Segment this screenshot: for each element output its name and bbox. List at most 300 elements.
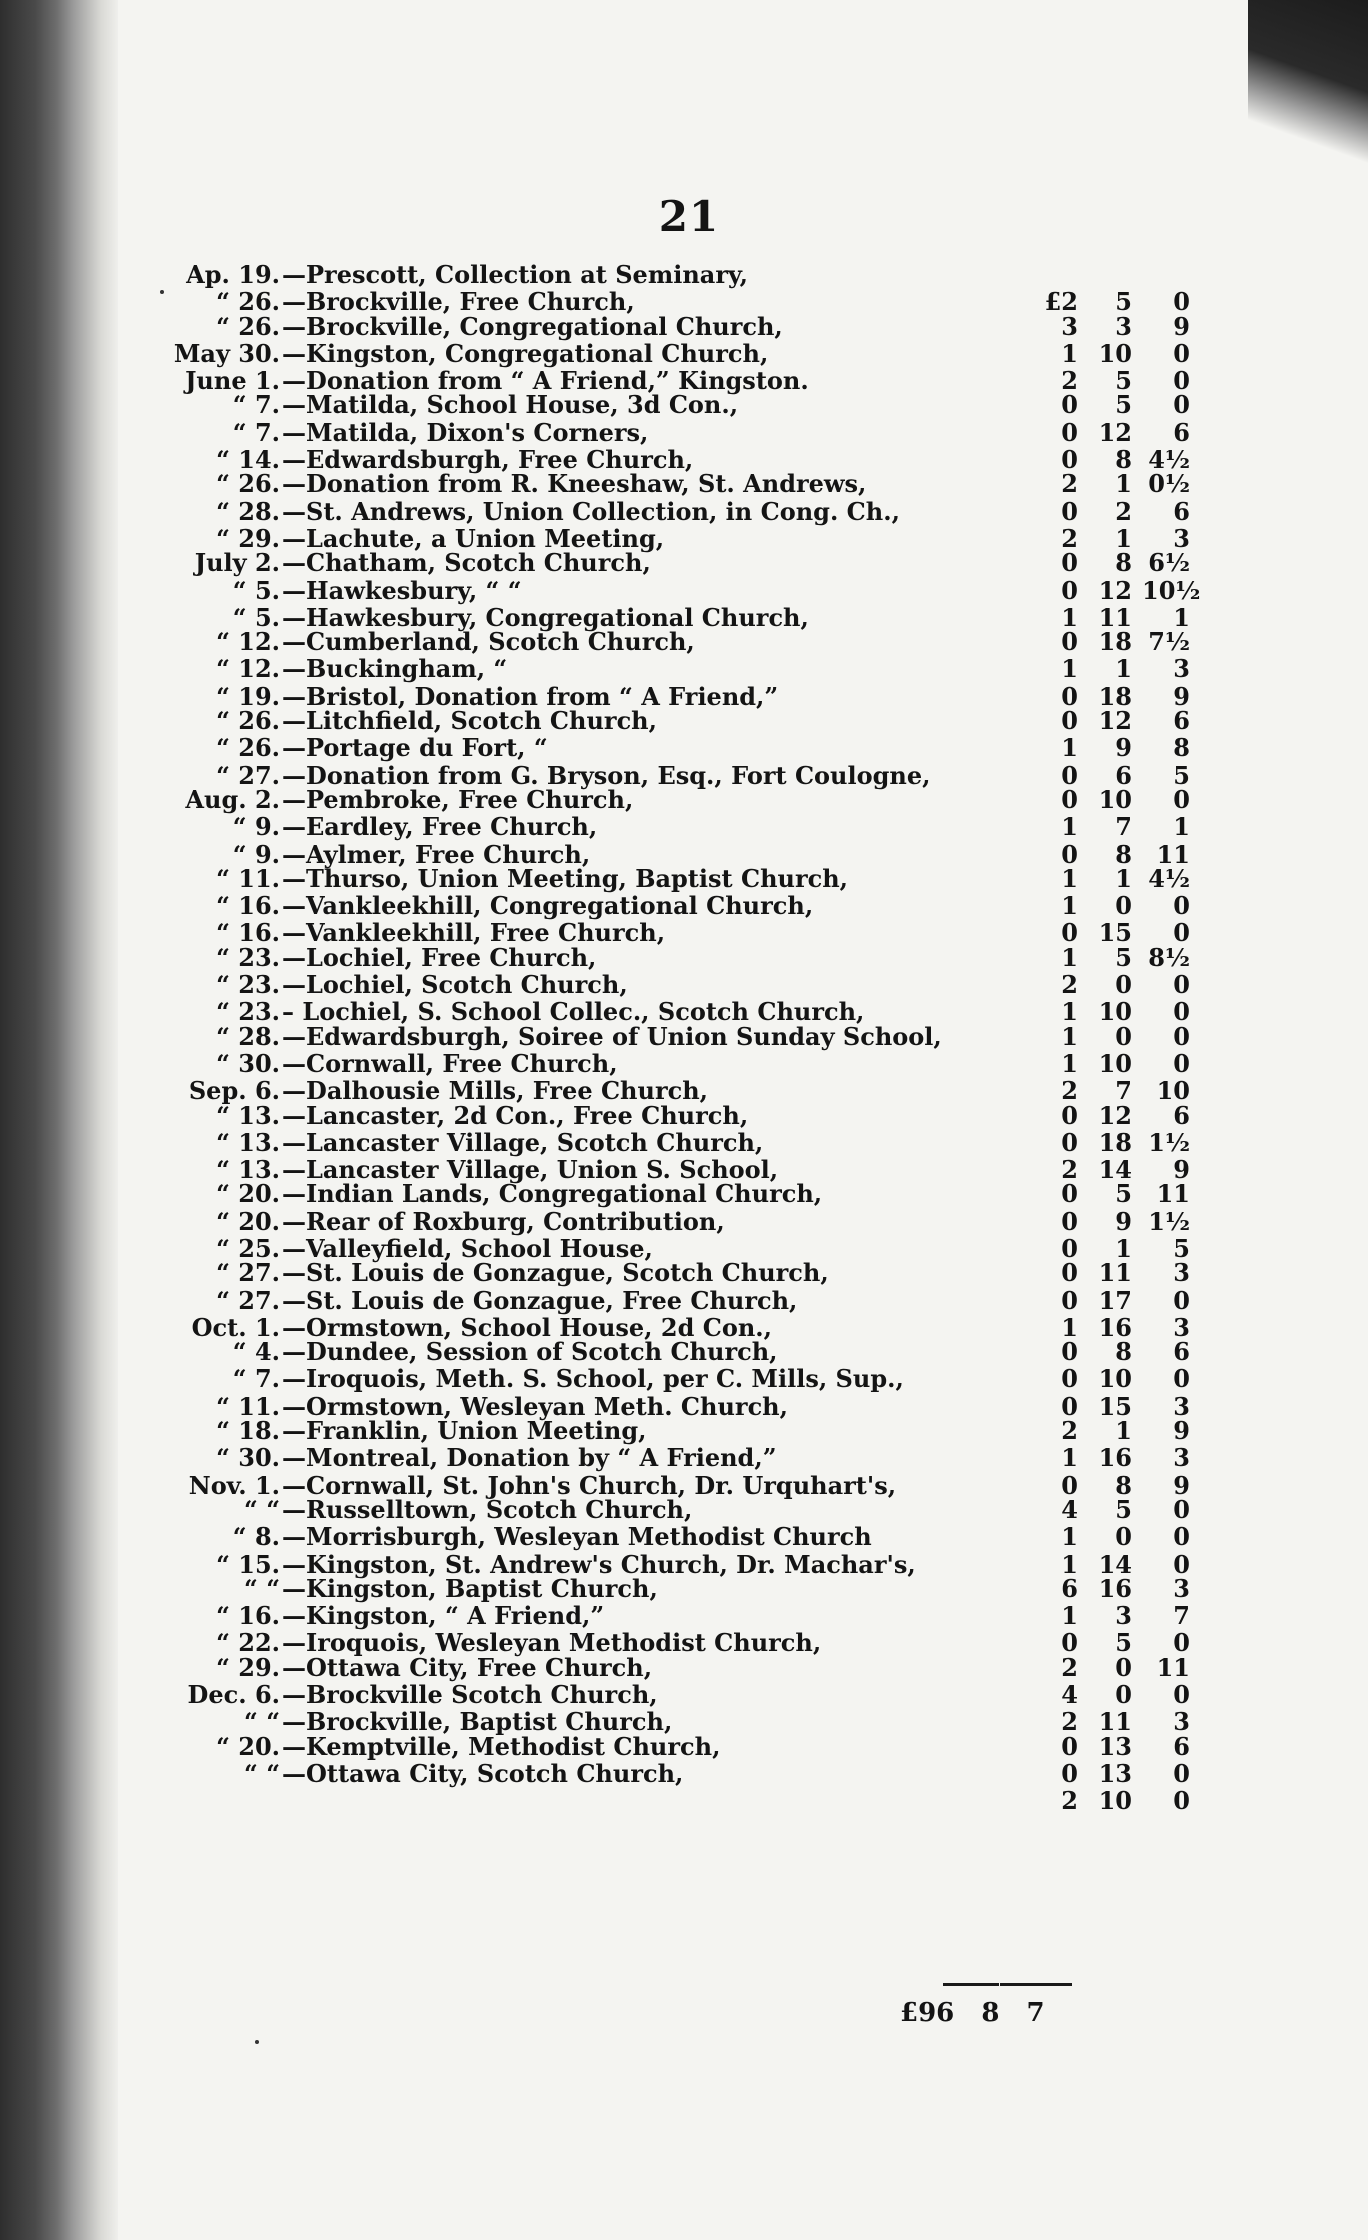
amount-pence: 6 — [1173, 417, 1190, 447]
amount-shillings: 12 — [1098, 575, 1132, 605]
amount-pence: 5 — [1173, 760, 1190, 790]
entry-date: “ 11. — [216, 863, 280, 893]
ledger-row — [140, 1573, 1190, 1603]
ledger-row — [140, 1682, 1190, 1708]
amount-shillings: 5 — [1115, 942, 1132, 972]
amount-pounds: 0 — [1061, 681, 1078, 711]
ledger-row — [140, 1603, 1190, 1629]
amount-pounds: 2 — [1061, 469, 1078, 499]
entry-description: —Indian Lands, Congregational Church, — [282, 1179, 823, 1209]
ledger-row — [140, 1339, 1190, 1365]
amount-pence: 3 — [1173, 1573, 1190, 1603]
ledger-row — [140, 311, 1190, 341]
amount-pounds: 0 — [1061, 417, 1078, 447]
ledger-row — [140, 1652, 1190, 1682]
ledger-row — [140, 942, 1190, 972]
amount-shillings: 8 — [1115, 548, 1132, 578]
entry-description: —Dalhousie Mills, Free Church, — [282, 1076, 708, 1106]
amount-pence: 9 — [1173, 1416, 1190, 1446]
entry-date: “ 29. — [216, 1652, 280, 1682]
amount-pence: 0 — [1173, 1549, 1190, 1579]
amount-pounds: 2 — [1061, 1155, 1078, 1185]
entry-date: “ 12. — [216, 654, 280, 684]
amount-pounds: 1 — [1061, 1312, 1078, 1342]
amount-pence: 3 — [1173, 654, 1190, 684]
entry-date: “ 4. — [232, 1337, 280, 1367]
entry-description: —Kingston, St. Andrew's Church, Dr. Machar's, — [282, 1549, 916, 1579]
amount-shillings: 5 — [1115, 1628, 1132, 1658]
entry-date: “ 30. — [216, 1443, 280, 1473]
entry-description: —Cornwall, Free Church, — [282, 1048, 618, 1078]
amount-pounds: 0 — [1061, 1100, 1078, 1130]
amount-shillings: 0 — [1115, 1522, 1132, 1552]
amount-pence: 5 — [1173, 1233, 1190, 1263]
entry-date: “ 7. — [232, 390, 280, 420]
amount-pence: 11 — [1156, 1652, 1190, 1682]
entry-date: “ 12. — [216, 627, 280, 657]
amount-pence: 1½ — [1148, 1206, 1190, 1236]
ledger-row — [140, 1181, 1190, 1207]
entry-date: “ 26. — [216, 311, 280, 341]
amount-pence: 0 — [1173, 918, 1190, 948]
ledger-row — [140, 1418, 1190, 1444]
entry-date: “ 23. — [216, 997, 280, 1027]
amount-shillings: 10 — [1098, 1364, 1132, 1394]
entry-date: “ 19. — [216, 681, 280, 711]
entry-date: June 1. — [185, 366, 280, 396]
entry-date: “ 13. — [216, 1127, 280, 1157]
amount-pounds: 4 — [1061, 1494, 1078, 1524]
amount-pounds: 1 — [1061, 1601, 1078, 1631]
entry-description: —Matilda, School House, 3d Con., — [282, 390, 739, 420]
entry-description: —Ormstown, School House, 2d Con., — [282, 1312, 772, 1342]
amount-pence: 1 — [1173, 812, 1190, 842]
entry-description: —St. Andrews, Union Collection, in Cong. Ch., — [282, 496, 900, 526]
amount-pounds: 0 — [1061, 1127, 1078, 1157]
amount-pounds: £2 — [1044, 287, 1078, 317]
entry-description: —Ottawa City, Scotch Church, — [282, 1758, 684, 1788]
amount-pounds: 0 — [1061, 918, 1078, 948]
amount-pence: 0 — [1173, 1494, 1190, 1524]
amount-shillings: 16 — [1098, 1443, 1132, 1473]
amount-shillings: 0 — [1115, 970, 1132, 1000]
amount-pounds: 1 — [1061, 338, 1078, 368]
amount-pounds: 1 — [1061, 1048, 1078, 1078]
amount-shillings: 3 — [1115, 1601, 1132, 1631]
entry-date: “ “ — [244, 1707, 280, 1737]
amount-pounds: 2 — [1061, 1707, 1078, 1737]
amount-shillings: 7 — [1115, 812, 1132, 842]
ledger-row — [140, 1260, 1190, 1286]
entry-description: —Kingston, Congregational Church, — [282, 338, 769, 368]
amount-pence: 0 — [1173, 338, 1190, 368]
amount-shillings: 15 — [1098, 1391, 1132, 1421]
entry-description: —Kingston, Baptist Church, — [282, 1573, 658, 1603]
entry-description: —Lancaster Village, Scotch Church, — [282, 1127, 764, 1157]
entry-description: —Edwardsburgh, Free Church, — [282, 445, 694, 475]
amount-pounds: 0 — [1061, 706, 1078, 736]
amount-pence: 10 — [1156, 1076, 1190, 1106]
amount-pence: 9 — [1173, 311, 1190, 341]
entry-date: “ 9. — [232, 812, 280, 842]
amount-pence: 0 — [1173, 970, 1190, 1000]
amount-shillings: 10 — [1098, 997, 1132, 1027]
entry-date: “ 16. — [216, 918, 280, 948]
entry-description: —Lancaster Village, Union S. School, — [282, 1155, 779, 1185]
entry-description: —Portage du Fort, “ — [282, 733, 548, 763]
amount-pounds: 2 — [1061, 1786, 1078, 1816]
entry-date: “ 11. — [216, 1391, 280, 1421]
amount-pounds: 2 — [1061, 970, 1078, 1000]
amount-pence: 11 — [1156, 1179, 1190, 1209]
entry-date: “ 16. — [216, 891, 280, 921]
ledger-row — [140, 417, 1190, 447]
amount-pence: 4½ — [1148, 445, 1190, 475]
entry-description: —Lochiel, Scotch Church, — [282, 970, 628, 1000]
amount-shillings: 0 — [1115, 1652, 1132, 1682]
entry-description: —Kingston, “ A Friend,” — [282, 1601, 605, 1631]
amount-shillings: 18 — [1098, 681, 1132, 711]
ledger-row — [140, 1206, 1190, 1236]
amount-shillings: 10 — [1098, 784, 1132, 814]
amount-shillings: 8 — [1115, 445, 1132, 475]
total-pence: 7 — [1026, 1998, 1045, 2028]
amount-pence: 0 — [1173, 390, 1190, 420]
ledger-row — [140, 471, 1190, 497]
amount-pounds: 2 — [1061, 1076, 1078, 1106]
amount-shillings: 8 — [1115, 839, 1132, 869]
entry-date: Oct. 1. — [191, 1312, 280, 1342]
amount-pounds: 0 — [1061, 1179, 1078, 1209]
amount-pence: 0 — [1173, 1758, 1190, 1788]
entry-date: “ 23. — [216, 942, 280, 972]
entry-description: —Montreal, Donation by “ A Friend,” — [282, 1443, 777, 1473]
entry-date: “ 18. — [216, 1416, 280, 1446]
entry-date: “ 26. — [216, 469, 280, 499]
entry-date: “ 22. — [216, 1628, 280, 1658]
ledger-row — [140, 1758, 1190, 1788]
entry-description: —Donation from G. Bryson, Esq., Fort Coulogne, — [282, 760, 931, 790]
amount-shillings: 13 — [1098, 1758, 1132, 1788]
entry-description: —Iroquois, Wesleyan Methodist Church, — [282, 1628, 822, 1658]
ledger-row — [140, 262, 1190, 288]
amount-pounds: 1 — [1061, 1522, 1078, 1552]
ledger-row — [140, 1285, 1190, 1315]
amount-shillings: 10 — [1098, 1048, 1132, 1078]
amount-shillings: 9 — [1115, 733, 1132, 763]
amount-shillings: 1 — [1115, 654, 1132, 684]
amount-shillings: 1 — [1115, 863, 1132, 893]
amount-shillings: 5 — [1115, 1494, 1132, 1524]
entry-description: —Valleyfield, School House, — [282, 1233, 653, 1263]
ledger-row — [140, 550, 1190, 576]
amount-pounds: 0 — [1061, 1337, 1078, 1367]
entry-description: —Vankleekhill, Free Church, — [282, 918, 666, 948]
amount-shillings: 13 — [1098, 1731, 1132, 1761]
entry-description: —Litchfield, Scotch Church, — [282, 706, 657, 736]
entry-description: —Pembroke, Free Church, — [282, 784, 634, 814]
amount-pounds: 0 — [1061, 1285, 1078, 1315]
entry-description: —Hawkesbury, “ “ — [282, 575, 522, 605]
ledger-row — [140, 338, 1190, 368]
entry-description: —Lachute, a Union Meeting, — [282, 523, 665, 553]
entry-date: “ 7. — [232, 417, 280, 447]
entry-date: Dec. 6. — [187, 1680, 280, 1710]
entry-description: —Cumberland, Scotch Church, — [282, 627, 695, 657]
amount-shillings: 12 — [1098, 417, 1132, 447]
entry-description: —Brockville Scotch Church, — [282, 1680, 658, 1710]
amount-pence: 3 — [1173, 523, 1190, 553]
entry-description: —Franklin, Union Meeting, — [282, 1416, 647, 1446]
entry-date: “ “ — [244, 1758, 280, 1788]
entry-date: Aug. 2. — [185, 784, 280, 814]
entry-date: “ 28. — [216, 496, 280, 526]
entry-description: —Cornwall, St. John's Church, Dr. Urquhart's, — [282, 1470, 897, 1500]
amount-pence: 0 — [1173, 891, 1190, 921]
amount-shillings: 0 — [1115, 891, 1132, 921]
amount-pounds: 0 — [1061, 760, 1078, 790]
amount-pounds: 1 — [1061, 863, 1078, 893]
entry-date: “ 7. — [232, 1364, 280, 1394]
entry-date: Ap. 19. — [186, 260, 280, 289]
entry-description: —Thurso, Union Meeting, Baptist Church, — [282, 863, 849, 893]
amount-pounds: 6 — [1061, 1573, 1078, 1603]
amount-pounds: 1 — [1061, 1549, 1078, 1579]
total-pounds: £96 — [900, 1998, 955, 2028]
amount-pounds: 0 — [1061, 1364, 1078, 1394]
entry-description: —Lancaster, 2d Con., Free Church, — [282, 1100, 749, 1130]
amount-pounds: 1 — [1061, 1443, 1078, 1473]
ledger-row — [140, 972, 1190, 998]
amount-pence: 3 — [1173, 1443, 1190, 1473]
entry-description: —Kemptville, Methodist Church, — [282, 1731, 721, 1761]
ledger-row — [140, 1100, 1190, 1130]
ledger-row — [140, 629, 1190, 655]
ledger-row — [140, 1731, 1190, 1761]
amount-shillings: 5 — [1115, 366, 1132, 396]
amount-pence: 0 — [1173, 1021, 1190, 1051]
amount-shillings: 5 — [1115, 1179, 1132, 1209]
entry-date: July 2. — [194, 548, 280, 578]
amount-pence: 6 — [1173, 1337, 1190, 1367]
amount-pounds: 4 — [1061, 1680, 1078, 1710]
amount-pence: 11 — [1156, 839, 1190, 869]
amount-shillings: 18 — [1098, 1127, 1132, 1157]
amount-pence: 7 — [1173, 1601, 1190, 1631]
entry-description: —Vankleekhill, Congregational Church, — [282, 891, 814, 921]
amount-shillings: 11 — [1098, 602, 1132, 632]
total-shillings: 8 — [981, 1998, 1000, 2028]
entry-description: —Edwardsburgh, Soiree of Union Sunday School, — [282, 1021, 942, 1051]
amount-pounds: 0 — [1061, 1470, 1078, 1500]
amount-pence: 7½ — [1148, 627, 1190, 657]
amount-pounds: 0 — [1061, 548, 1078, 578]
amount-pence: 0 — [1173, 366, 1190, 396]
ledger-row — [140, 735, 1190, 761]
entry-date: “ 5. — [232, 602, 280, 632]
entry-date: “ 8. — [232, 1522, 280, 1552]
amount-pounds: 1 — [1061, 997, 1078, 1027]
amount-pounds: 0 — [1061, 1233, 1078, 1263]
amount-shillings: 9 — [1115, 1206, 1132, 1236]
amount-pence: 0 — [1173, 997, 1190, 1027]
entry-date: “ 20. — [216, 1731, 280, 1761]
entry-date: “ 16. — [216, 1601, 280, 1631]
entry-description: —Iroquois, Meth. S. School, per C. Mills, Sup., — [282, 1364, 904, 1394]
amount-pounds: 0 — [1061, 1731, 1078, 1761]
entry-date: “ 9. — [232, 839, 280, 869]
amount-pounds: 0 — [1061, 575, 1078, 605]
entry-description: —Lochiel, Free Church, — [282, 942, 597, 972]
amount-pence: 6½ — [1148, 548, 1190, 578]
amount-pounds: 1 — [1061, 812, 1078, 842]
entry-description: —St. Louis de Gonzague, Free Church, — [282, 1285, 798, 1315]
amount-pounds: 2 — [1061, 366, 1078, 396]
entry-date: “ “ — [244, 1573, 280, 1603]
entry-description: —Brockville, Free Church, — [282, 287, 635, 317]
amount-shillings: 2 — [1115, 496, 1132, 526]
amount-pounds: 1 — [1061, 1021, 1078, 1051]
ledger-row — [140, 1366, 1190, 1392]
amount-shillings: 1 — [1115, 1233, 1132, 1263]
ledger-row — [140, 814, 1190, 840]
ledger-row — [140, 656, 1190, 682]
amount-pounds: 0 — [1061, 1258, 1078, 1288]
ledger-row — [140, 893, 1190, 919]
amount-pence: 10½ — [1142, 575, 1201, 605]
ledger-row — [140, 1788, 1190, 1814]
amount-pence: 0 — [1173, 1048, 1190, 1078]
amount-shillings: 5 — [1115, 287, 1132, 317]
amount-pence: 9 — [1173, 1155, 1190, 1185]
amount-pounds: 0 — [1061, 445, 1078, 475]
amount-pence: 0 — [1173, 1364, 1190, 1394]
ledger-list — [140, 260, 1201, 1816]
amount-pence: 0½ — [1148, 469, 1190, 499]
entry-date: “ 30. — [216, 1048, 280, 1078]
amount-shillings: 8 — [1115, 1470, 1132, 1500]
amount-shillings: 8 — [1115, 1337, 1132, 1367]
amount-shillings: 10 — [1098, 338, 1132, 368]
amount-pence: 6 — [1173, 496, 1190, 526]
amount-pounds: 0 — [1061, 784, 1078, 814]
entry-description: —Buckingham, “ — [282, 654, 508, 684]
amount-pounds: 0 — [1061, 1758, 1078, 1788]
ledger-row — [140, 1048, 1190, 1078]
entry-description: —Brockville, Baptist Church, — [282, 1707, 673, 1737]
speck — [255, 2040, 259, 2044]
ledger-row — [140, 1494, 1190, 1524]
amount-shillings: 1 — [1115, 469, 1132, 499]
entry-description: —Dundee, Session of Scotch Church, — [282, 1337, 778, 1367]
ledger-row — [140, 496, 1190, 526]
ledger-row — [140, 1524, 1190, 1550]
entry-description: —Ormstown, Wesleyan Meth. Church, — [282, 1391, 788, 1421]
speck — [160, 290, 164, 294]
amount-shillings: 3 — [1115, 311, 1132, 341]
amount-pounds: 0 — [1061, 1628, 1078, 1658]
entry-date: “ 13. — [216, 1155, 280, 1185]
amount-pence: 0 — [1173, 1522, 1190, 1552]
amount-pence: 6 — [1173, 1100, 1190, 1130]
entry-description: —Donation from “ A Friend,” Kingston. — [282, 366, 809, 396]
amount-shillings: 15 — [1098, 918, 1132, 948]
entry-description: – Lochiel, S. School Collec., Scotch Church, — [282, 997, 865, 1027]
amount-pence: 0 — [1173, 784, 1190, 814]
amount-pounds: 2 — [1061, 1652, 1078, 1682]
amount-pounds: 1 — [1061, 733, 1078, 763]
amount-pence: 0 — [1173, 1680, 1190, 1710]
amount-pounds: 0 — [1061, 1391, 1078, 1421]
entry-description: —Donation from R. Kneeshaw, St. Andrews, — [282, 469, 867, 499]
amount-pounds: 2 — [1061, 523, 1078, 553]
entry-date: “ “ — [244, 1494, 280, 1524]
amount-pounds: 0 — [1061, 839, 1078, 869]
entry-description: —Hawkesbury, Congregational Church, — [282, 602, 809, 632]
ledger-row — [140, 1127, 1190, 1157]
entry-date: Nov. 1. — [188, 1470, 280, 1500]
amount-pounds: 0 — [1061, 1206, 1078, 1236]
amount-shillings: 0 — [1115, 1021, 1132, 1051]
entry-description: —St. Louis de Gonzague, Scotch Church, — [282, 1258, 829, 1288]
page-number: 21 — [658, 192, 720, 241]
entry-description: —Matilda, Dixon's Corners, — [282, 417, 649, 447]
amount-pence: 3 — [1173, 1391, 1190, 1421]
ledger-row — [140, 1445, 1190, 1471]
ledger-row — [140, 863, 1190, 893]
amount-pence: 0 — [1173, 1285, 1190, 1315]
entry-description: —Aylmer, Free Church, — [282, 839, 591, 869]
amount-shillings: 12 — [1098, 706, 1132, 736]
amount-shillings: 16 — [1098, 1573, 1132, 1603]
total-rule — [1000, 1983, 1072, 1986]
amount-shillings: 12 — [1098, 1100, 1132, 1130]
entry-description: —Bristol, Donation from “ A Friend,” — [282, 681, 779, 711]
amount-shillings: 11 — [1098, 1258, 1132, 1288]
amount-pence: 8 — [1173, 733, 1190, 763]
entry-description: —Chatham, Scotch Church, — [282, 548, 651, 578]
entry-date: “ 27. — [216, 1285, 280, 1315]
ledger-row — [140, 392, 1190, 418]
amount-shillings: 17 — [1098, 1285, 1132, 1315]
entry-description: —Ottawa City, Free Church, — [282, 1652, 653, 1682]
amount-shillings: 0 — [1115, 1680, 1132, 1710]
entry-description: —Prescott, Collection at Seminary, — [282, 260, 748, 289]
amount-pence: 9 — [1173, 1470, 1190, 1500]
amount-pounds: 0 — [1061, 627, 1078, 657]
amount-shillings: 16 — [1098, 1312, 1132, 1342]
entry-date: “ 25. — [216, 1233, 280, 1263]
page-fold — [1248, 0, 1368, 220]
ledger-row — [140, 708, 1190, 734]
ledger-row — [140, 784, 1190, 814]
amount-shillings: 14 — [1098, 1155, 1132, 1185]
entry-date: “ 20. — [216, 1179, 280, 1209]
entry-date: May 30. — [173, 338, 280, 368]
entry-description: —Morrisburgh, Wesleyan Methodist Church — [282, 1522, 872, 1552]
entry-date: “ 20. — [216, 1206, 280, 1236]
amount-pence: 0 — [1173, 1628, 1190, 1658]
amount-pence: 3 — [1173, 1312, 1190, 1342]
amount-pounds: 2 — [1061, 1416, 1078, 1446]
amount-pence: 0 — [1173, 1786, 1190, 1816]
entry-description: —Eardley, Free Church, — [282, 812, 598, 842]
entry-date: “ 26. — [216, 706, 280, 736]
amount-shillings: 18 — [1098, 627, 1132, 657]
amount-shillings: 11 — [1098, 1707, 1132, 1737]
amount-shillings: 1 — [1115, 523, 1132, 553]
amount-pounds: 1 — [1061, 891, 1078, 921]
